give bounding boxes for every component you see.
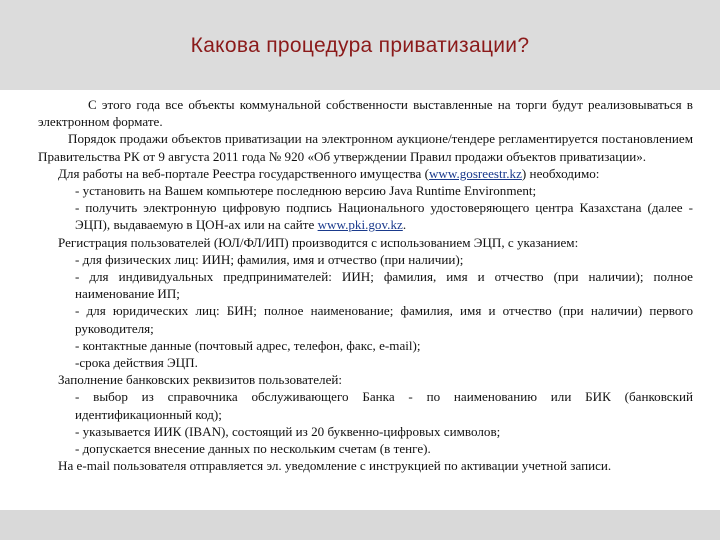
paragraph-portal-requirements <box>38 165 693 182</box>
paragraph-registration: Регистрация пользователей (ЮЛ/ФЛ/ИП) производится с использованием ЭЦП, с указанием: <box>58 234 579 250</box>
bottom-strip <box>0 510 720 540</box>
list-item-ecp-validity: -срока действия ЭЦП. <box>75 355 198 371</box>
list-item-iban: - указывается ИИК (IBAN), состоящий из 20 буквенно-цифровых символов; <box>75 423 501 439</box>
portal-text-pre: Для работы на веб-портале Реестра государственного имущества ( <box>58 165 429 181</box>
slide-title: Какова процедура приватизации? <box>190 34 530 57</box>
paragraph-email-notification: На e-mail пользователя отправляется эл. уведомление с инструкцией по активации учетной записи. <box>58 458 612 474</box>
pki-link[interactable]: www.pki.gov.kz <box>317 217 403 233</box>
slide-content <box>38 96 693 474</box>
list-item-entrepreneurs: - для индивидуальных предпринимателей: ИИН; фамилия, имя и отчество (при наличии); полное наименование ИП; <box>75 269 693 302</box>
paragraph-bank-details: Заполнение банковских реквизитов пользователей: <box>58 372 343 388</box>
paragraph-electronic-format: С этого года все объекты коммунальной собственности выставленные на торги будут реализовываться в электронном формате. <box>38 97 693 130</box>
list-item-individuals: - для физических лиц: ИИН; фамилия, имя и отчество (при наличии); <box>75 251 464 267</box>
list-item-legal-entities: - для юридических лиц: БИН; полное наименование; фамилия, имя и отчество (при наличии) первого руководителя; <box>75 303 693 336</box>
paragraph-sale-procedure: Порядок продажи объектов приватизации на электронном аукционе/тендере регламентируется постановлением Правительства РК от 9 августа 2011 года № 920 «Об утверждении Правил продажи объектов приватизации». <box>38 131 693 164</box>
gosreestr-link[interactable]: www.gosreestr.kz <box>428 165 522 181</box>
list-item-multiple-accounts: - допускается внесение данных по нескольким счетам (в тенге). <box>75 441 431 457</box>
portal-text-post: ) необходимо: <box>521 165 600 181</box>
ecp-text-pre: - получить электронную цифровую подпись Национального удостоверяющего центра Казахстана (далее - ЭЦП), выдаваемую в ЦОН-ах или на сайте <box>75 200 693 233</box>
list-item-ecp <box>38 199 693 233</box>
list-item-bank-choice: - выбор из справочника обслуживающего Банка - по наименованию или БИК (банковский идентификационный код); <box>75 389 693 422</box>
list-item-contacts: - контактные данные (почтовый адрес, телефон, факс, e-mail); <box>75 337 421 353</box>
list-item-java: - установить на Вашем компьютере последнюю версию Java Runtime Environment; <box>75 183 537 199</box>
ecp-text-post: . <box>402 217 407 233</box>
